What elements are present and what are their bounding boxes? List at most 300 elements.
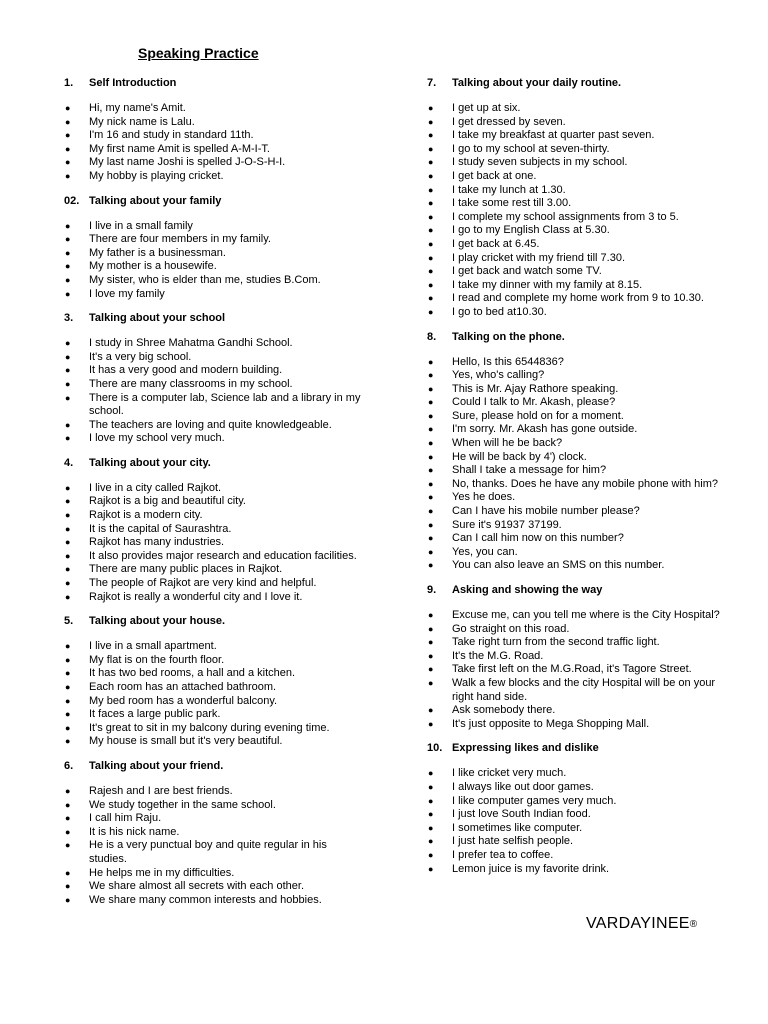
list-item xyxy=(427,143,727,157)
list-item xyxy=(427,623,727,637)
bullet-icon: ● xyxy=(428,438,434,449)
list-item-text: I take my dinner with my family at 8.15. xyxy=(452,278,643,291)
bullet-icon: ● xyxy=(65,378,71,389)
list-item xyxy=(64,116,364,130)
bullet-icon: ● xyxy=(428,610,434,620)
bullet-icon: ● xyxy=(428,130,434,141)
list-item xyxy=(64,880,364,894)
list-item-text: Shall I take a message for him? xyxy=(452,464,607,477)
bullet-icon: ● xyxy=(65,641,71,652)
bullet-icon: ● xyxy=(428,664,434,675)
list-item xyxy=(427,252,727,266)
section xyxy=(427,76,727,320)
list-item xyxy=(64,392,364,419)
list-item xyxy=(427,265,727,279)
section-number: 4. xyxy=(64,456,74,469)
list-item xyxy=(427,211,727,225)
list-item-text: Yes, you can. xyxy=(452,545,518,558)
bullet-icon: ● xyxy=(428,677,434,688)
list-item-text: We share almost all secrets with each other. xyxy=(89,880,305,893)
bullet-list xyxy=(64,482,364,604)
list-item-text: When will he be back? xyxy=(452,437,563,450)
section-number: 6. xyxy=(64,759,74,772)
bullet-icon: ● xyxy=(428,465,434,476)
bullet-icon: ● xyxy=(65,564,71,575)
bullet-icon: ● xyxy=(65,234,71,245)
bullet-icon: ● xyxy=(65,510,71,521)
list-item-text: This is Mr. Ajay Rathore speaking. xyxy=(452,382,619,395)
list-item xyxy=(64,419,364,433)
bullet-list xyxy=(64,337,364,446)
list-item-text: I love my family xyxy=(89,287,165,300)
list-item xyxy=(64,260,364,274)
bullet-icon: ● xyxy=(65,157,71,168)
list-item xyxy=(427,609,727,623)
list-item-text: I like computer games very much. xyxy=(452,794,617,807)
list-item xyxy=(64,681,364,695)
list-item-text: I take my lunch at 1.30. xyxy=(452,183,566,196)
list-item xyxy=(64,536,364,550)
list-item xyxy=(64,839,364,866)
bullet-icon: ● xyxy=(65,668,71,679)
bullet-icon: ● xyxy=(428,293,434,304)
section-heading xyxy=(427,741,727,755)
bullet-icon: ● xyxy=(428,836,434,847)
list-item-text: My hobby is playing cricket. xyxy=(89,169,224,182)
list-item xyxy=(427,464,727,478)
left-column xyxy=(64,76,364,917)
list-item xyxy=(427,718,727,732)
list-item xyxy=(64,247,364,261)
bullet-icon: ● xyxy=(428,451,434,462)
list-item xyxy=(64,735,364,749)
bullet-icon: ● xyxy=(65,578,71,589)
list-item xyxy=(427,197,727,211)
bullet-list xyxy=(427,609,727,731)
list-item xyxy=(64,667,364,681)
bullet-icon: ● xyxy=(65,840,71,851)
list-item xyxy=(427,650,727,664)
bullet-icon: ● xyxy=(428,184,434,195)
bullet-icon: ● xyxy=(65,338,71,349)
list-item-text: You can also leave an SMS on this number. xyxy=(452,559,665,572)
list-item xyxy=(64,351,364,365)
list-item-text: My sister, who is elder than me, studies B.Com. xyxy=(89,273,321,286)
list-item-text: It faces a large public park. xyxy=(89,708,221,721)
list-item xyxy=(64,143,364,157)
list-item-text: It has two bed rooms, a hall and a kitchen. xyxy=(89,667,296,680)
list-item-text: My father is a businessman. xyxy=(89,246,226,259)
list-item xyxy=(64,708,364,722)
list-item-text: He will be back by 4') clock. xyxy=(452,450,587,463)
list-item-text: Rajkot is really a wonderful city and I love it. xyxy=(89,590,303,603)
list-item-text: Could I talk to Mr. Akash, please? xyxy=(452,396,616,409)
bullet-list xyxy=(427,767,727,876)
list-item-text: My first name Amit is spelled A-M-I-T. xyxy=(89,142,270,155)
bullet-icon: ● xyxy=(65,785,71,796)
list-item xyxy=(64,378,364,392)
list-item-text: Yes, who's calling? xyxy=(452,369,545,382)
list-item-text: I go to bed at10.30. xyxy=(452,305,547,318)
section-title: Asking and showing the way xyxy=(452,584,603,596)
bullet-icon: ● xyxy=(428,623,434,634)
list-item-text: I get back at one. xyxy=(452,169,537,182)
section-number: 9. xyxy=(427,584,437,596)
bullet-icon: ● xyxy=(428,863,434,874)
bullet-icon: ● xyxy=(428,795,434,806)
list-item-text: I live in a city called Rajkot. xyxy=(89,481,222,494)
bullet-icon: ● xyxy=(428,103,434,113)
list-item xyxy=(64,288,364,302)
bullet-icon: ● xyxy=(428,170,434,181)
bullet-icon: ● xyxy=(65,682,71,692)
list-item-text: I play cricket with my friend till 7.30. xyxy=(452,251,626,264)
list-item xyxy=(64,495,364,509)
bullet-icon: ● xyxy=(65,813,71,824)
list-item xyxy=(64,695,364,709)
bullet-icon: ● xyxy=(428,705,434,716)
section-heading xyxy=(64,759,364,773)
section-title: Talking about your house. xyxy=(89,615,226,628)
list-item-text: My house is small but it's very beautiful. xyxy=(89,735,283,748)
list-item-text: Yes he does. xyxy=(452,491,516,504)
section-number: 10. xyxy=(427,742,443,755)
bullet-icon: ● xyxy=(65,695,71,706)
list-item-text: The teachers are loving and quite knowledgeable. xyxy=(89,418,332,431)
list-item xyxy=(427,437,727,451)
list-item xyxy=(64,826,364,840)
list-item xyxy=(427,863,727,877)
list-item xyxy=(427,184,727,198)
list-item-text: It's a very big school. xyxy=(89,350,192,363)
bullet-icon: ● xyxy=(65,419,71,430)
list-item xyxy=(427,677,727,704)
bullet-icon: ● xyxy=(65,274,71,285)
list-item xyxy=(427,396,727,410)
bullet-icon: ● xyxy=(428,211,434,222)
list-item xyxy=(427,491,727,505)
list-item xyxy=(427,292,727,306)
list-item-text: I call him Raju. xyxy=(89,812,162,825)
bullet-icon: ● xyxy=(428,768,434,779)
bullet-icon: ● xyxy=(428,781,434,792)
bullet-icon: ● xyxy=(65,392,71,403)
list-item-text: Rajkot is a modern city. xyxy=(89,509,203,522)
list-item xyxy=(427,767,727,781)
list-item xyxy=(64,563,364,577)
bullet-icon: ● xyxy=(428,519,434,530)
section-number: 02. xyxy=(64,194,80,207)
list-item-text: We study together in the same school. xyxy=(89,798,276,811)
bullet-icon: ● xyxy=(65,722,71,733)
list-item xyxy=(64,654,364,668)
list-item xyxy=(427,822,727,836)
list-item-text: Hi, my name's Amit. xyxy=(89,102,186,114)
section-title: Talking about your family xyxy=(89,194,222,207)
list-item-text: I like cricket very much. xyxy=(452,767,567,780)
section xyxy=(64,614,364,749)
list-item-text: He is a very punctual boy and quite regular in his studies. xyxy=(89,839,327,865)
list-item xyxy=(427,849,727,863)
list-item-text: Sure it's 91937 37199. xyxy=(452,518,562,531)
bullet-icon: ● xyxy=(428,266,434,277)
list-item xyxy=(64,233,364,247)
list-item xyxy=(64,156,364,170)
list-item-text: Can I call him now on this number? xyxy=(452,532,624,545)
list-item xyxy=(64,129,364,143)
bullet-list xyxy=(64,785,364,907)
bullet-icon: ● xyxy=(428,397,434,408)
section-title: Talking about your daily routine. xyxy=(452,77,622,89)
list-item-text: My last name Joshi is spelled J-O-S-H-I. xyxy=(89,156,286,169)
list-item-text: No, thanks. Does he have any mobile phone with him? xyxy=(452,477,718,490)
list-item-text: Lemon juice is my favorite drink. xyxy=(452,862,610,875)
bullet-list xyxy=(427,356,727,574)
list-item xyxy=(427,781,727,795)
section-title: Talking about your friend. xyxy=(89,759,224,772)
list-item-text: Rajkot has many industries. xyxy=(89,536,225,549)
list-item xyxy=(64,220,364,234)
bullet-icon: ● xyxy=(65,103,71,113)
bullet-icon: ● xyxy=(428,424,434,435)
list-item-text: There are four members in my family. xyxy=(89,233,271,246)
bullet-icon: ● xyxy=(65,496,71,507)
list-item-text: Sure, please hold on for a moment. xyxy=(452,409,624,422)
list-item xyxy=(64,577,364,591)
section-number: 1. xyxy=(64,77,74,89)
list-item xyxy=(427,356,727,370)
list-item xyxy=(64,591,364,605)
list-item-text: I take some rest till 3.00. xyxy=(452,197,572,210)
list-item-text: It has a very good and modern building. xyxy=(89,364,283,377)
list-item xyxy=(427,279,727,293)
list-item-text: I take my breakfast at quarter past seven. xyxy=(452,129,655,142)
list-item xyxy=(427,423,727,437)
bullet-list xyxy=(427,102,727,320)
bullet-icon: ● xyxy=(428,410,434,421)
bullet-icon: ● xyxy=(428,650,434,661)
bullet-icon: ● xyxy=(428,533,434,544)
bullet-icon: ● xyxy=(65,654,71,665)
registered-mark: ® xyxy=(689,919,698,930)
section-number: 5. xyxy=(64,615,74,628)
section-heading xyxy=(427,330,727,344)
bullet-icon: ● xyxy=(65,867,71,878)
list-item-text: I love my school very much. xyxy=(89,432,225,445)
section-heading xyxy=(427,76,727,90)
bullet-icon: ● xyxy=(428,225,434,236)
section xyxy=(64,311,364,446)
list-item-text: Rajesh and I are best friends. xyxy=(89,784,233,797)
list-item-text: I go to my school at seven-thirty. xyxy=(452,142,610,155)
bullet-icon: ● xyxy=(65,894,71,905)
list-item-text: Take right turn from the second traffic light. xyxy=(452,636,660,649)
list-item-text: We share many common interests and hobbies. xyxy=(89,893,322,906)
list-item xyxy=(427,519,727,533)
list-item xyxy=(64,274,364,288)
section-heading xyxy=(64,456,364,470)
bullet-icon: ● xyxy=(65,523,71,534)
list-item xyxy=(427,559,727,573)
list-item xyxy=(64,170,364,184)
list-item-text: Go straight on this road. xyxy=(452,622,570,635)
list-item-text: Can I have his mobile number please? xyxy=(452,505,640,518)
list-item xyxy=(427,410,727,424)
list-item-text: It is his nick name. xyxy=(89,825,180,838)
bullet-list xyxy=(64,640,364,749)
list-item xyxy=(427,546,727,560)
list-item-text: Each room has an attached bathroom. xyxy=(89,681,277,693)
list-item-text: There are many public places in Rajkot. xyxy=(89,563,283,576)
list-item-text: Take first left on the M.G.Road, it's Tagore Street. xyxy=(452,663,692,676)
list-item xyxy=(427,369,727,383)
list-item-text: I get up at six. xyxy=(452,102,521,114)
brand-logo xyxy=(586,915,697,933)
list-item-text: I just hate selfish people. xyxy=(452,835,574,848)
list-item xyxy=(64,799,364,813)
section-heading xyxy=(64,614,364,628)
bullet-icon: ● xyxy=(428,306,434,317)
list-item xyxy=(427,478,727,492)
section-heading xyxy=(427,583,727,597)
list-item-text: I read and complete my home work from 9 to 10.30. xyxy=(452,292,704,305)
bullet-icon: ● xyxy=(428,252,434,263)
list-item xyxy=(427,170,727,184)
list-item-text: There are many classrooms in my school. xyxy=(89,377,293,390)
section-title: Talking about your city. xyxy=(89,456,211,469)
section xyxy=(64,456,364,604)
list-item xyxy=(64,867,364,881)
bullet-icon: ● xyxy=(428,157,434,168)
section xyxy=(64,194,364,302)
bullet-icon: ● xyxy=(65,143,71,154)
list-item xyxy=(427,835,727,849)
list-item-text: I go to my English Class at 5.30. xyxy=(452,224,610,237)
list-item-text: I get back and watch some TV. xyxy=(452,265,602,278)
bullet-icon: ● xyxy=(65,591,71,602)
list-item-text: Rajkot is a big and beautiful city. xyxy=(89,495,246,508)
list-item xyxy=(427,129,727,143)
list-item xyxy=(64,550,364,564)
bullet-icon: ● xyxy=(65,537,71,548)
list-item-text: I get dressed by seven. xyxy=(452,115,566,128)
brand-name: VARDAYINEE xyxy=(586,915,690,932)
list-item-text: It's just opposite to Mega Shopping Mall. xyxy=(452,717,650,730)
bullet-icon: ● xyxy=(428,370,434,381)
bullet-icon: ● xyxy=(428,849,434,860)
bullet-icon: ● xyxy=(428,718,434,729)
list-item xyxy=(427,224,727,238)
bullet-icon: ● xyxy=(65,881,71,892)
bullet-icon: ● xyxy=(65,709,71,720)
bullet-list xyxy=(64,102,364,184)
section-title: Talking about your school xyxy=(89,312,226,325)
list-item xyxy=(64,523,364,537)
list-item xyxy=(64,102,364,116)
list-item-text: I study seven subjects in my school. xyxy=(452,156,628,169)
section xyxy=(64,76,364,184)
bullet-icon: ● xyxy=(65,799,71,810)
list-item-text: I just love South Indian food. xyxy=(452,808,591,821)
list-item xyxy=(427,636,727,650)
list-item-text: I'm sorry. Mr. Akash has gone outside. xyxy=(452,423,638,436)
list-item xyxy=(427,451,727,465)
section xyxy=(427,583,727,731)
list-item-text: I study in Shree Mahatma Gandhi School. xyxy=(89,337,293,350)
list-item xyxy=(427,532,727,546)
list-item-text: My flat is on the fourth floor. xyxy=(89,653,225,666)
bullet-icon: ● xyxy=(428,546,434,557)
list-item-text: It is the capital of Saurashtra. xyxy=(89,522,232,535)
list-item-text: I prefer tea to coffee. xyxy=(452,848,554,861)
bullet-icon: ● xyxy=(65,736,71,747)
list-item xyxy=(427,102,727,116)
bullet-icon: ● xyxy=(65,826,71,837)
list-item xyxy=(427,116,727,130)
bullet-list xyxy=(64,220,364,302)
bullet-icon: ● xyxy=(65,130,71,141)
list-item-text: I get back at 6.45. xyxy=(452,237,540,250)
section-number: 7. xyxy=(427,77,437,89)
section-number: 3. xyxy=(64,312,74,325)
bullet-icon: ● xyxy=(428,143,434,154)
list-item xyxy=(64,785,364,799)
list-item-text: My bed room has a wonderful balcony. xyxy=(89,694,278,707)
section-heading xyxy=(64,76,364,90)
bullet-icon: ● xyxy=(428,383,434,394)
list-item-text: He helps me in my difficulties. xyxy=(89,866,235,879)
list-item xyxy=(427,795,727,809)
list-item-text: I always like out door games. xyxy=(452,780,594,793)
list-item xyxy=(64,337,364,351)
list-item xyxy=(64,509,364,523)
list-item xyxy=(64,640,364,654)
bullet-icon: ● xyxy=(65,550,71,561)
bullet-icon: ● xyxy=(65,482,71,493)
list-item xyxy=(427,383,727,397)
bullet-icon: ● xyxy=(428,116,434,127)
bullet-icon: ● xyxy=(65,365,71,376)
section-title: Self Introduction xyxy=(89,77,177,89)
bullet-icon: ● xyxy=(428,279,434,290)
bullet-icon: ● xyxy=(428,356,434,367)
bullet-icon: ● xyxy=(428,238,434,249)
section-heading xyxy=(64,194,364,208)
list-item-text: Walk a few blocks and the city Hospital will be on your right hand side. xyxy=(452,676,716,703)
bullet-icon: ● xyxy=(428,560,434,571)
list-item xyxy=(64,364,364,378)
bullet-icon: ● xyxy=(65,433,71,444)
list-item xyxy=(427,306,727,320)
list-item-text: I sometimes like computer. xyxy=(452,821,583,834)
list-item-text: The people of Rajkot are very kind and helpful. xyxy=(89,577,317,590)
bullet-icon: ● xyxy=(65,261,71,272)
bullet-icon: ● xyxy=(428,822,434,833)
list-item-text: It's great to sit in my balcony during evening time. xyxy=(89,721,330,734)
list-item-text: It also provides major research and education facilities. xyxy=(89,549,357,562)
bullet-icon: ● xyxy=(428,506,434,517)
list-item-text: I complete my school assignments from 3 to 5. xyxy=(452,210,679,223)
bullet-icon: ● xyxy=(428,492,434,503)
list-item xyxy=(64,894,364,908)
page-title: Speaking Practice xyxy=(138,45,259,61)
section-title: Expressing likes and dislike xyxy=(452,742,599,755)
list-item-text: I live in a small apartment. xyxy=(89,640,217,653)
section xyxy=(427,741,727,876)
list-item xyxy=(427,156,727,170)
list-item xyxy=(427,704,727,718)
section-title: Talking on the phone. xyxy=(452,330,565,343)
